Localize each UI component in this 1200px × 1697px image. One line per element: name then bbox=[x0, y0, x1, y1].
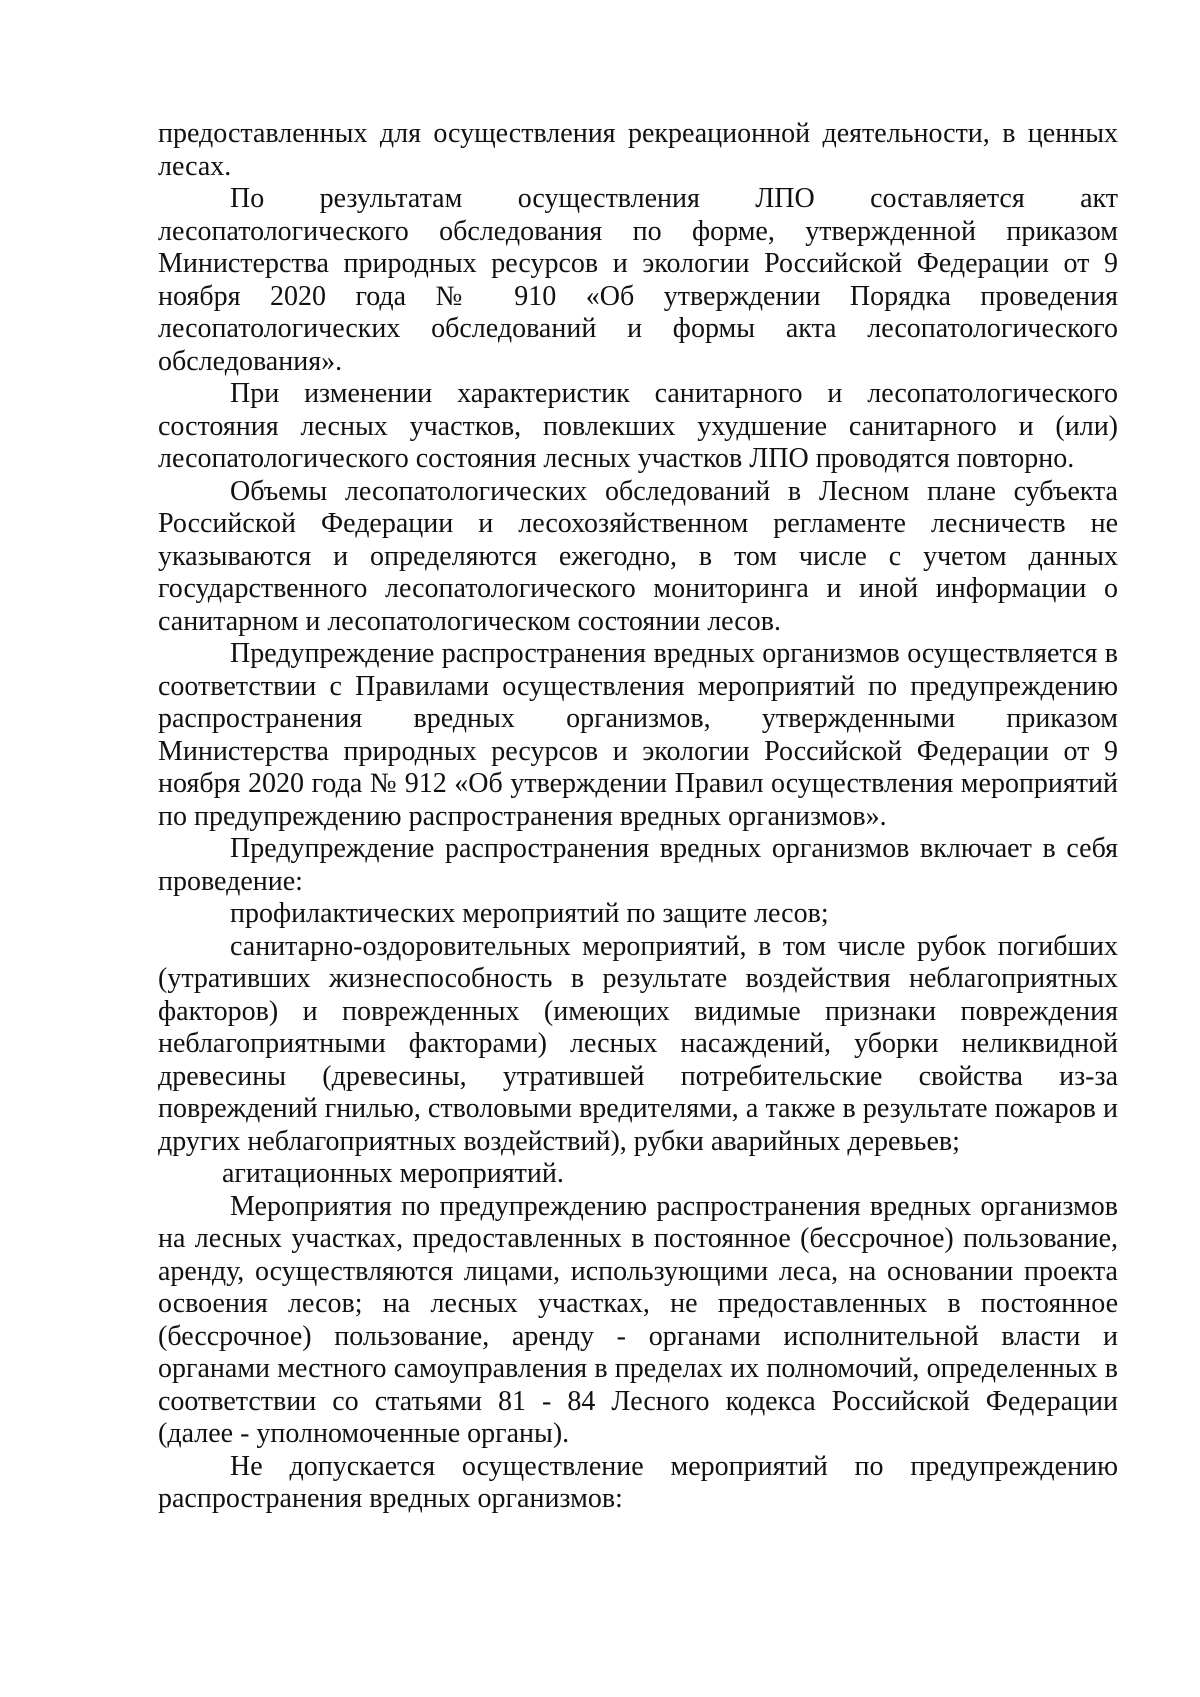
paragraph-prevention-rules: Предупреждение распространения вредных организмов осуществляется в соответствии с Правилами осуществления мероприятий по предупреждению распространения вредных организмов, утвержденными приказом Министерства природных ресурсов и экологии Российской Федерации от 9 ноября 2020 года № 912 «Об утверждении Правил осуществления мероприятий по предупреждению распространения вредных организмов». bbox=[158, 638, 1118, 832]
list-item-prophylactic: профилактических мероприятий по защите лесов; bbox=[230, 898, 829, 929]
paragraph-continuation: предоставленных для осуществления рекреационной деятельности, в ценных лесах. bbox=[158, 118, 1118, 182]
paragraph-repeat-lpo: При изменении характеристик санитарного и лесопатологического состояния лесных участков, повлекших ухудшение санитарного и (или) лесопатологического состояния лесных участков ЛПО проводятся повторно. bbox=[158, 378, 1118, 474]
list-item-agitation: агитационных мероприятий. bbox=[222, 1158, 564, 1189]
paragraph-not-allowed: Не допускается осуществление мероприятий по предупреждению распространения вредных организмов: bbox=[158, 1450, 1118, 1514]
list-item-sanitary: санитарно-оздоровительных мероприятий, в том числе рубок погибших (утративших жизнеспособность в результате воздействия неблагоприятных факторов) и поврежденных (имеющих видимые признаки повреждения неблагоприятными факторами) лесных насаждений, уборки неликвидной древесины (древесины, утратившей потребительские свойства из-за повреждений гнилью, стволовыми вредителями, а также в результате пожаров и других неблагоприятных воздействий), рубки аварийных деревьев; bbox=[158, 930, 1118, 1157]
document-page bbox=[158, 118, 1118, 1516]
paragraph-prevention-includes: Предупреждение распространения вредных организмов включает в себя проведение: bbox=[158, 833, 1118, 897]
paragraph-responsible-parties: Мероприятия по предупреждению распространения вредных организмов на лесных участках, предоставленных в постоянное (бессрочное) пользование, аренду, осуществляются лицами, использующими леса, на основании проекта освоения лесов; на лесных участках, не предоставленных в постоянное (бессрочное) пользование, аренду - органами исполнительной власти и органами местного самоуправления в пределах их полномочий, определенных в соответствии со статьями 81 - 84 Лесного кодекса Российской Федерации (далее - уполномоченные органы). bbox=[158, 1190, 1118, 1449]
paragraph-survey-volumes: Объемы лесопатологических обследований в Лесном плане субъекта Российской Федерации и лесохозяйственном регламенте лесничеств не указываются и определяются ежегодно, в том числе с учетом данных государственного лесопатологического мониторинга и иной информации о санитарном и лесопатологическом состоянии лесов. bbox=[158, 475, 1118, 637]
paragraph-lpo-act: По результатам осуществления ЛПО составляется акт лесопатологического обследования по форме, утвержденной приказом Министерства природных ресурсов и экологии Российской Федерации от 9 ноября 2020 года № 910 «Об утверждении Порядка проведения лесопатологических обследований и формы акта лесопатологического обследования». bbox=[158, 183, 1118, 377]
